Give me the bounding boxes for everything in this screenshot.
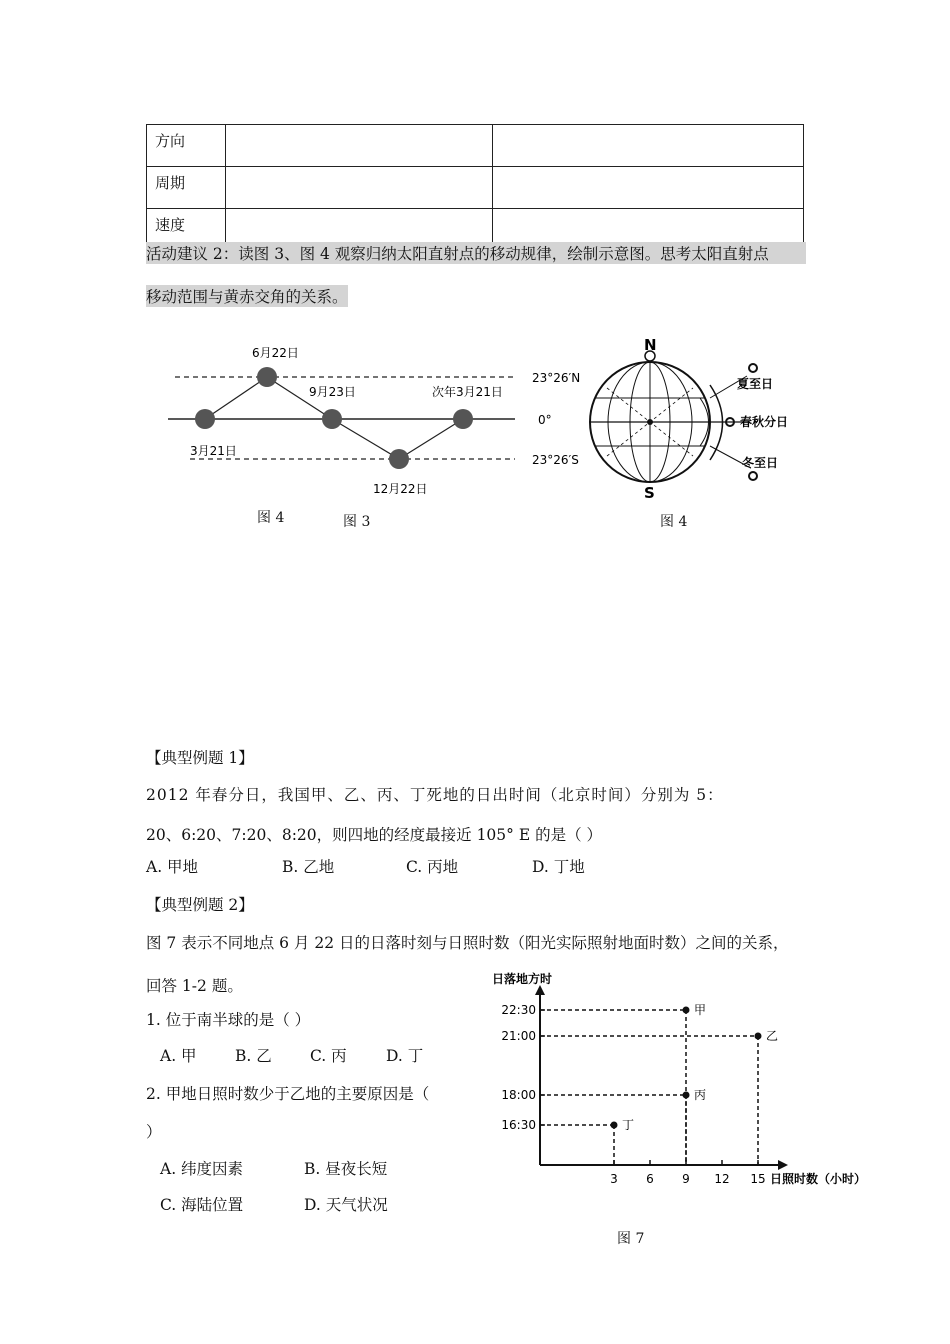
x-tick-label: 12 — [714, 1172, 730, 1186]
example2-line2: 回答 1-2 题。 — [146, 977, 243, 995]
fig7-chart — [480, 965, 890, 1200]
q2-option-b[interactable]: B. 昼夜长短 — [304, 1160, 388, 1178]
point-label: 乙 — [766, 1029, 779, 1043]
data-point — [683, 1007, 690, 1014]
example1-line1: 2012 年春分日，我国甲、乙、丙、丁死地的日出时间（北京时间）分别为 5： — [146, 786, 724, 804]
lat-north: 23°26′N — [532, 371, 581, 385]
caption-fig7: 图 7 — [617, 1231, 645, 1247]
table-cell[interactable] — [226, 167, 493, 209]
table-row — [147, 167, 804, 209]
q2-option-c[interactable]: C. 海陆位置 — [160, 1196, 244, 1214]
caption-fig3: 图 3 — [343, 514, 371, 530]
option-d[interactable]: D. 丁地 — [532, 858, 585, 876]
sun-icon — [195, 409, 215, 429]
option-b[interactable]: B. 乙地 — [282, 858, 335, 876]
data-point — [683, 1092, 690, 1099]
y-tick-label: 16:30 — [501, 1118, 536, 1132]
winter-solstice-label: 冬至日 — [742, 456, 779, 470]
row-label: 速度 — [147, 209, 226, 251]
date-dec22: 12月22日 — [373, 482, 428, 496]
y-tick-label: 18:00 — [501, 1088, 536, 1102]
q1-option-c[interactable]: C. 丙 — [310, 1047, 347, 1065]
caption-fig4-left: 图 4 — [257, 510, 285, 526]
example1-title: 【典型例题 1】 — [146, 749, 254, 767]
x-tick-label: 3 — [610, 1172, 618, 1186]
lat-south: 23°26′S — [532, 453, 579, 467]
date-mar21-next: 次年3月21日 — [432, 385, 503, 399]
sun-icon — [257, 367, 277, 387]
x-tick-label: 6 — [646, 1172, 654, 1186]
option-a[interactable]: A. 甲地 — [146, 858, 199, 876]
sun-icon — [389, 449, 409, 469]
caption-fig4: 图 4 — [660, 514, 688, 530]
date-mar21: 3月21日 — [190, 444, 237, 458]
point-label: 丁 — [622, 1118, 635, 1132]
sun-icon — [322, 409, 342, 429]
q1-option-a[interactable]: A. 甲 — [160, 1047, 197, 1065]
date-sep23: 9月23日 — [309, 385, 356, 399]
equinox-label: 春秋分日 — [740, 415, 789, 429]
point-label: 丙 — [694, 1088, 707, 1102]
row-label: 周期 — [147, 167, 226, 209]
y-axis-label: 日落地方时 — [492, 972, 553, 986]
example2-title: 【典型例题 2】 — [146, 896, 254, 914]
x-tick-label: 15 — [750, 1172, 766, 1186]
table-cell[interactable] — [493, 125, 804, 167]
y-tick-label: 21:00 — [501, 1029, 536, 1043]
motion-table — [146, 124, 804, 251]
data-point — [755, 1033, 762, 1040]
summer-solstice-label: 夏至日 — [737, 377, 774, 391]
table-row — [147, 125, 804, 167]
lat-equator: 0° — [538, 413, 552, 427]
question-2: 2. 甲地日照时数少于乙地的主要原因是（ — [146, 1085, 430, 1103]
fig3-sun-migration-diagram — [160, 335, 590, 505]
point-label: 甲 — [694, 1003, 707, 1017]
example1-line2: 20、6:20、7:20、8:20，则四地的经度最接近 105° E 的是（ ） — [146, 826, 603, 844]
date-jun22: 6月22日 — [252, 346, 299, 360]
q1-option-d[interactable]: D. 丁 — [386, 1047, 424, 1065]
table-cell[interactable] — [493, 167, 804, 209]
fig4-globe-diagram — [585, 330, 835, 508]
question-1: 1. 位于南半球的是（ ） — [146, 1011, 311, 1029]
globe-north: N — [644, 336, 657, 354]
y-tick-label: 22:30 — [501, 1003, 536, 1017]
table-cell[interactable] — [226, 125, 493, 167]
question-2-tail: ） — [146, 1123, 162, 1141]
q1-option-b[interactable]: B. 乙 — [235, 1047, 272, 1065]
data-point — [611, 1122, 618, 1129]
option-c[interactable]: C. 丙地 — [406, 858, 459, 876]
x-tick-label: 9 — [682, 1172, 690, 1186]
x-axis-label: 日照时数（小时） — [770, 1172, 867, 1186]
activity-line-1: 活动建议 2：读图 3、图 4 观察归纳太阳直射点的移动规律，绘制示意图。思考太阳直射点 — [146, 242, 806, 264]
row-label: 方向 — [147, 125, 226, 167]
sun-icon — [453, 409, 473, 429]
globe-south: S — [644, 484, 655, 502]
q2-option-d[interactable]: D. 天气状况 — [304, 1196, 388, 1214]
activity-line-2: 移动范围与黄赤交角的关系。 — [146, 285, 348, 307]
q2-option-a[interactable]: A. 纬度因素 — [160, 1160, 244, 1178]
example2-line1: 图 7 表示不同地点 6 月 22 日的日落时刻与日照时数（阳光实际照射地面时数）之间的关系， — [146, 934, 789, 952]
